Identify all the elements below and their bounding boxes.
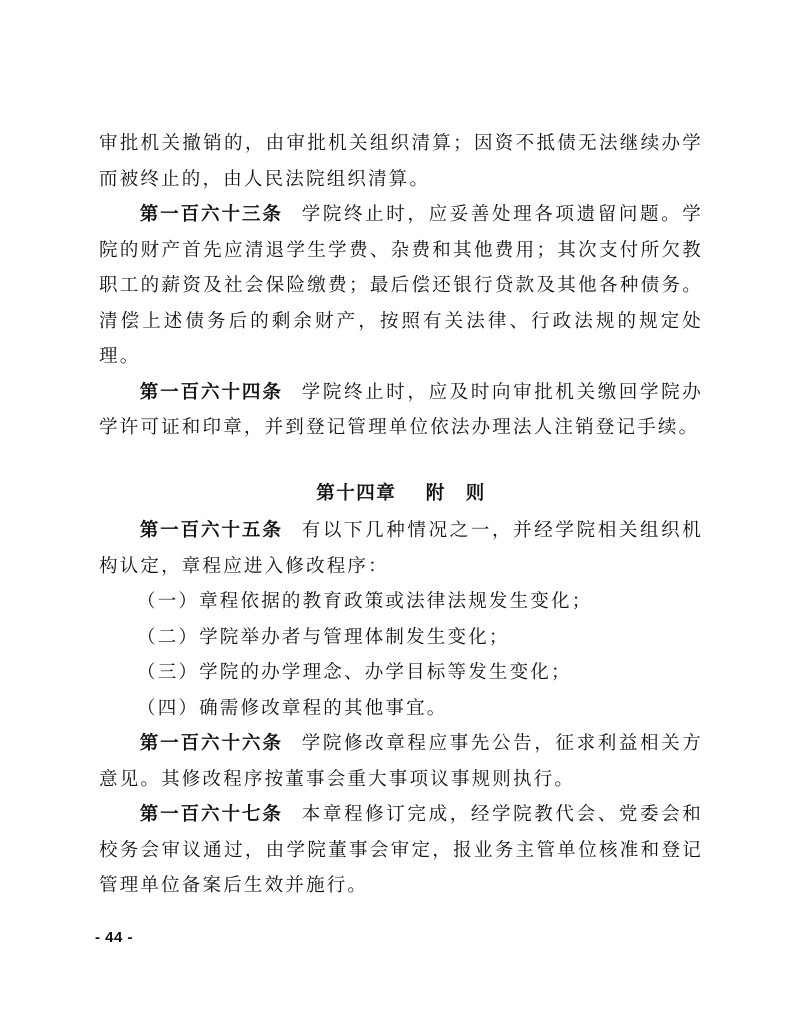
article-164 xyxy=(99,375,703,446)
list-item: （二）学院举办者与管理体制发生变化； xyxy=(137,626,510,648)
article-text: 本章程修订完成，经学院教代会、党委会和校务会审议通过，由学院董事会审定，报业务主管单位核准和登记管理单位备案后生效并施行。 xyxy=(99,804,703,896)
list-item: （四）确需修改章程的其他事宜。 xyxy=(137,697,448,719)
chapter-heading xyxy=(99,476,703,512)
list-item: （一）章程依据的教育政策或法律法规发生变化； xyxy=(137,591,593,612)
page-number: - 44 - xyxy=(95,929,134,946)
chapter-number: 第十四章 xyxy=(316,482,397,504)
article-text: 学院终止时，应妥善处理各项遗留问题。学院的财产首先应清退学生学费、杂费和其他费用；其次支付所欠教职工的薪资及社会保险缴费；最后偿还银行贷款及其他各种债务。清偿上述债务后的剩余财产，按照有关法律、行政法规的规定处理。 xyxy=(99,204,703,367)
article-label: 第一百六十五条 xyxy=(139,520,283,541)
article-label: 第一百六十四条 xyxy=(139,381,283,403)
list-item: （三）学院的办学理念、办学目标等发生变化； xyxy=(137,662,572,683)
article-167 xyxy=(99,797,703,904)
article-text: 有以下几种情况之一，并经学院相关组织机构认定，章程应进入修改程序： xyxy=(99,520,703,577)
article-163 xyxy=(99,197,703,375)
paragraph-continuation xyxy=(99,126,703,197)
paragraph-text: 审批机关撤销的，由审批机关组织清算；因资不抵债无法继续办学而被终止的，由人民法院组织清算。 xyxy=(99,133,703,190)
article-label: 第一百六十七条 xyxy=(139,804,283,825)
article-165 xyxy=(99,513,703,584)
document-body xyxy=(99,126,703,904)
article-label: 第一百六十六条 xyxy=(139,733,283,754)
article-label: 第一百六十三条 xyxy=(139,204,283,225)
article-text: 学院终止时，应及时向审批机关缴回学院办学许可证和印章，并到登记管理单位依法办理法人注销登记手续。 xyxy=(99,381,703,438)
chapter-name: 附 则 xyxy=(425,482,486,504)
article-166 xyxy=(99,726,703,797)
article-text: 学院修改章程应事先公告，征求利益相关方意见。其修改程序按董事会重大事项议事规则执行。 xyxy=(99,733,703,790)
